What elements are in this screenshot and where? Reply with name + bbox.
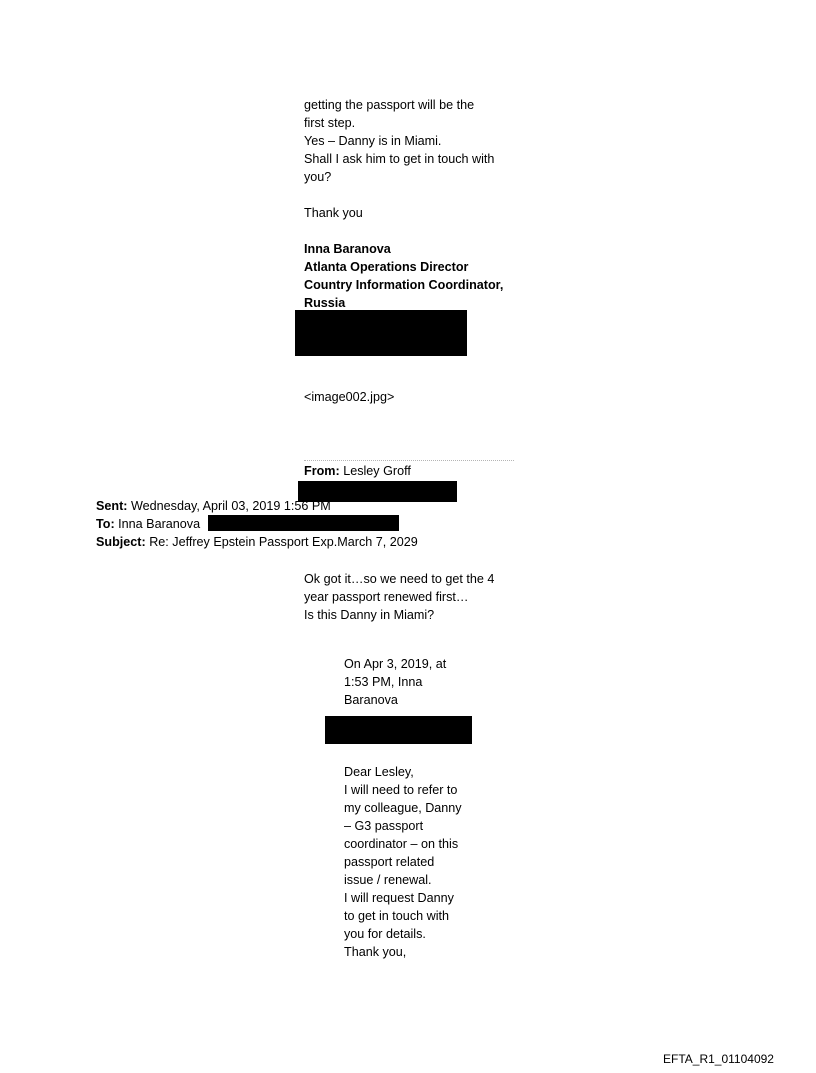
to-line: [96, 515, 200, 533]
quoted-header-line: 1:53 PM, Inna: [344, 675, 423, 689]
from-value: Lesley Groff: [343, 464, 411, 478]
signature-title: Atlanta Operations Director: [304, 260, 469, 274]
message-line: Ok got it…so we need to get the 4: [304, 572, 495, 586]
sent-value: Wednesday, April 03, 2019 1:56 PM: [130, 499, 331, 513]
redaction-block: [295, 310, 467, 356]
sent-label: Sent:: [96, 499, 128, 513]
from-label: From:: [304, 464, 340, 478]
quoted-body-line: my colleague, Danny: [344, 801, 462, 815]
quoted-body-line: to get in touch with: [344, 909, 450, 923]
quoted-body-line: I will request Danny: [344, 891, 454, 905]
subject-label: Subject:: [96, 535, 146, 549]
message-separator: [304, 460, 514, 461]
signature-name: Inna Baranova: [304, 242, 391, 256]
redaction-block: [325, 716, 472, 744]
quoted-body-line: – G3 passport: [344, 819, 424, 833]
from-line: [304, 462, 411, 480]
subject-line: [96, 533, 418, 551]
message-line: Is this Danny in Miami?: [304, 608, 435, 622]
sent-line: [96, 497, 331, 515]
attachment-placeholder: <image002.jpg>: [304, 390, 395, 404]
quoted-header-line: Baranova: [344, 693, 398, 707]
subject-value: Re: Jeffrey Epstein Passport Exp.March 7, 2029: [149, 535, 418, 549]
quoted-body-line: issue / renewal.: [344, 873, 432, 887]
quoted-body-line: I will need to refer to: [344, 783, 458, 797]
quoted-body-line: coordinator – on this: [344, 837, 459, 851]
quoted-body-line: Thank you,: [344, 945, 407, 959]
reply-line: first step.: [304, 116, 356, 130]
reply-line: Yes – Danny is in Miami.: [304, 134, 442, 148]
reply-thanks: Thank you: [304, 206, 363, 220]
reply-line: getting the passport will be the: [304, 98, 475, 112]
quoted-header-line: On Apr 3, 2019, at: [344, 657, 447, 671]
quoted-body-line: passport related: [344, 855, 435, 869]
signature-role-line1: Country Information Coordinator,: [304, 278, 504, 292]
redaction-block: [208, 515, 399, 531]
message-line: year passport renewed first…: [304, 590, 469, 604]
quoted-body-line: Dear Lesley,: [344, 765, 414, 779]
to-label: To:: [96, 517, 115, 531]
document-id: EFTA_R1_01104092: [663, 1052, 774, 1066]
signature-role-line2: Russia: [304, 296, 346, 310]
quoted-body-line: you for details.: [344, 927, 426, 941]
reply-line: Shall I ask him to get in touch with: [304, 152, 495, 166]
reply-line: you?: [304, 170, 332, 184]
to-value: Inna Baranova: [118, 517, 201, 531]
